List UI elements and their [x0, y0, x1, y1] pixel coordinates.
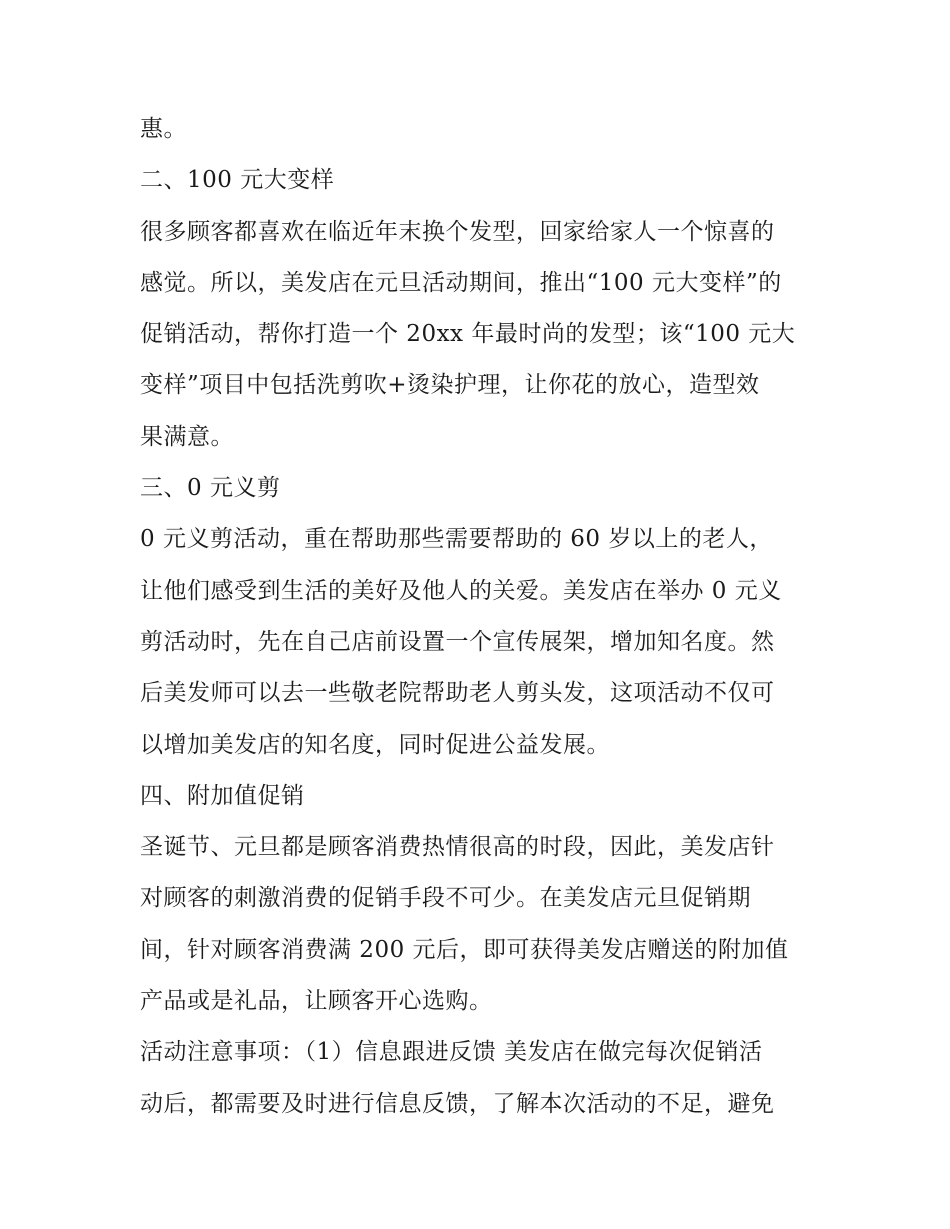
text-line: 变样”项目中包括洗剪吹+烫染护理，让你花的放心，造型效: [140, 372, 760, 399]
text-line: 活动注意事项：（1）信息跟进反馈 美发店在做完每次促销活: [140, 1039, 763, 1066]
document-body: [140, 104, 820, 1130]
section-heading-100-yuan: 二、100 元大变样: [140, 167, 335, 194]
text-line: 产品或是礼品，让顾客开心选购。: [140, 988, 493, 1015]
section-heading-value-added: 四、附加值促销: [140, 782, 305, 809]
text-line: 让他们感受到生活的美好及他人的关爱。美发店在举办 0 元义: [140, 577, 782, 604]
text-line: 促销活动，帮你打造一个 20xx 年最时尚的发型；该“100 元大: [140, 321, 796, 348]
text-line: 剪活动时，先在自己店前设置一个宣传展架，增加知名度。然: [140, 628, 775, 655]
text-line: 以增加美发店的知名度，同时促进公益发展。: [140, 731, 610, 758]
text-line: 动后，都需要及时进行信息反馈，了解本次活动的不足，避免: [140, 1090, 775, 1117]
text-line: 圣诞节、元旦都是顾客消费热情很高的时段，因此，美发店针: [140, 834, 775, 861]
text-line: 0 元义剪活动，重在帮助那些需要帮助的 60 岁以上的老人，: [140, 526, 773, 553]
section-heading-free-haircut: 三、0 元义剪: [140, 475, 281, 502]
text-line: 感觉。所以，美发店在元旦活动期间，推出“100 元大变样”的: [140, 269, 782, 296]
text-line: 惠。: [140, 116, 187, 142]
text-line: 后美发师可以去一些敬老院帮助老人剪头发，这项活动不仅可: [140, 680, 775, 707]
text-line: 间，针对顾客消费满 200 元后，即可获得美发店赠送的附加值: [140, 936, 789, 963]
text-line: 果满意。: [140, 423, 234, 450]
text-line: 很多顾客都喜欢在临近年末换个发型，回家给家人一个惊喜的: [140, 218, 775, 245]
text-line: 对顾客的刺激消费的促销手段不可少。在美发店元旦促销期: [140, 885, 751, 912]
